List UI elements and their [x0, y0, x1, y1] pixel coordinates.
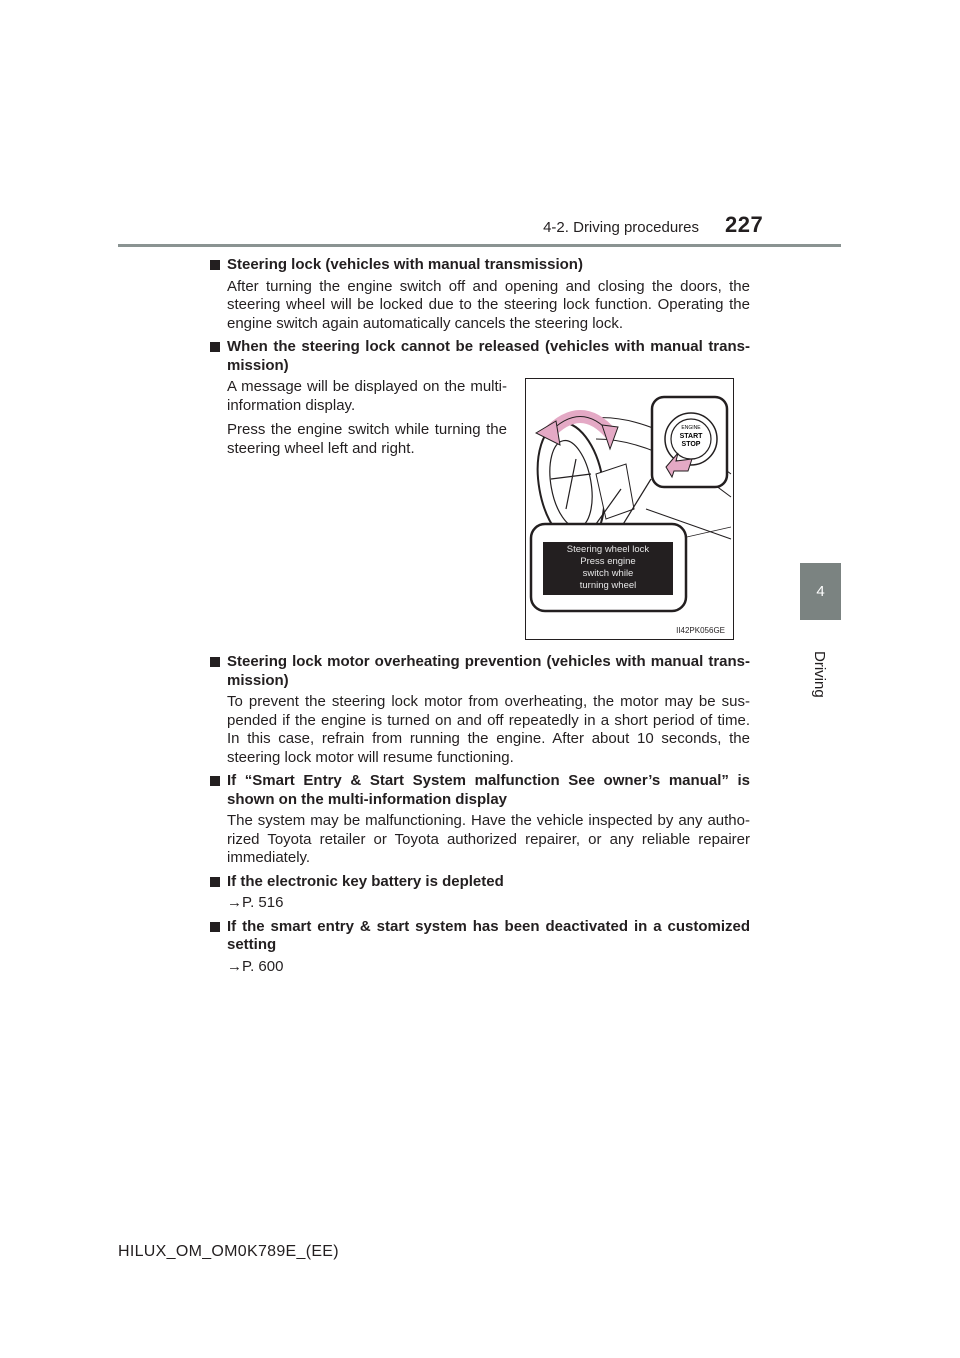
message-line: Steering wheel lock [566, 544, 650, 555]
section-heading [210, 653, 750, 690]
section-body: Press the engine switch while turning the steering wheel left and right. [227, 421, 507, 457]
page-reference: →P. 516 [227, 894, 284, 911]
section-body: After turning the engine switch off and opening and closing the doors, the steering wheel will be locked due to the steering lock function. Operating the engine switch again automatically cancels the steering lock. [227, 277, 750, 332]
dashboard-illustration [526, 379, 733, 639]
section-heading-text: Steering lock (vehicles with manual transmission) [227, 256, 583, 273]
square-bullet-icon [210, 260, 220, 270]
chapter-label [808, 651, 832, 711]
steering-lock-illustration [525, 378, 734, 640]
engine-button-label: START [679, 433, 703, 440]
chapter-label-text: Driving [811, 651, 828, 698]
chapter-tab: 4 [800, 563, 841, 620]
square-bullet-icon [210, 342, 220, 352]
figure-side-text [227, 378, 507, 464]
square-bullet-icon [210, 657, 220, 667]
engine-button-label: STOP [681, 441, 701, 448]
engine-button-label: ENGINE [681, 425, 701, 431]
section-heading-text: Steering lock motor overheating prevention (vehicles with manual trans- mission) [227, 653, 750, 689]
message-line: Press engine [580, 556, 636, 567]
steering-lock-message-display [543, 542, 673, 595]
section-heading-text: If the smart entry & start system has been deactivated in a customized setting [227, 917, 750, 953]
message-line: switch while [582, 568, 634, 579]
section-heading [210, 772, 750, 809]
section-heading-text: If the electronic key battery is depleted [227, 872, 504, 890]
page-number: 227 [725, 212, 764, 237]
figure-code: II42PK056GE [676, 626, 725, 635]
section-heading [210, 338, 750, 375]
square-bullet-icon [210, 877, 220, 887]
section-heading-text: When the steering lock cannot be released (vehicles with manual trans- mission) [227, 338, 750, 374]
section-heading [210, 918, 750, 955]
square-bullet-icon [210, 922, 220, 932]
page-reference: →P. 600 [227, 957, 284, 975]
section-heading-text: If “Smart Entry & Start System malfunction See owner’s manual” is shown on the multi-information display [227, 772, 750, 808]
section-body: To prevent the steering lock motor from overheating, the motor may be sus- pended if the engine is turned on and off repeatedly in a short period of time. In this case, refrain from running the engine. After about 10 seconds, the steering lock motor will resume functioning. [227, 693, 750, 766]
section-heading [210, 873, 750, 892]
square-bullet-icon [210, 776, 220, 786]
section-body: A message will be displayed on the multi- information display. [227, 378, 507, 414]
header-rule [118, 244, 841, 247]
message-line: turning wheel [579, 580, 637, 591]
header-section-title: 4-2. Driving procedures [543, 219, 699, 236]
section-body: The system may be malfunctioning. Have the vehicle inspected by any autho- rized Toyota retailer or Toyota authorized repairer, or any reliable repairer immediately. [227, 812, 750, 866]
section-heading [210, 256, 750, 275]
footer-doc-id: HILUX_OM_OM0K789E_(EE) [118, 1243, 339, 1260]
